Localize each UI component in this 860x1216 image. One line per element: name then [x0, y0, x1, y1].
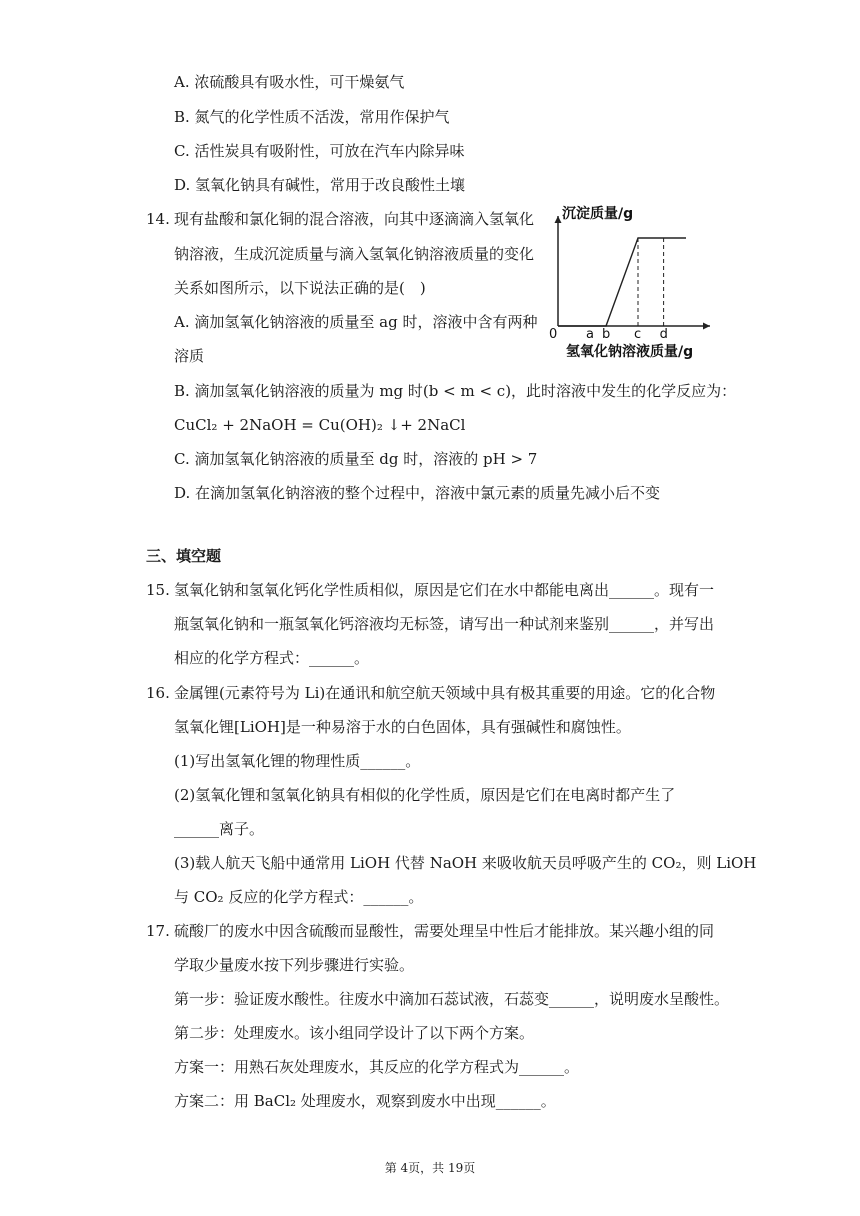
q17-line-2: 学取少量废水按下列步骤进行实验。 — [174, 956, 415, 974]
q14-stem-line-3: 关系如图所示，以下说法正确的是( ) — [174, 279, 426, 297]
q17-plan-2: 方案二：用 BaCl₂ 处理废水，观察到废水中出现______。 — [174, 1092, 556, 1110]
tick-label-a: a — [586, 327, 594, 342]
q17-number: 17. — [146, 922, 170, 940]
q13-option-b: B. 氮气的化学性质不活泼，常用作保护气 — [174, 108, 450, 126]
q17-step-1: 第一步：验证废水酸性。往废水中滴加石蕊试液，石蕊变______，说明废水呈酸性。 — [174, 990, 730, 1008]
q16-part-3-line-2: 与 CO₂ 反应的化学方程式：______。 — [174, 888, 424, 906]
q15-number: 15. — [146, 581, 170, 599]
x-axis-arrow — [703, 323, 710, 330]
q14-option-a-line-2: 溶质 — [174, 347, 205, 365]
precipitate-chart — [548, 202, 718, 362]
page-footer: 第 4页，共 19页 — [384, 1161, 476, 1175]
q16-part-2-line-1: (2)氢氧化锂和氢氧化钠具有相似的化学性质，原因是它们在电离时都产生了 — [174, 786, 676, 804]
q16-line-2: 氢氧化锂[LiOH]是一种易溶于水的白色固体，具有强碱性和腐蚀性。 — [174, 718, 631, 736]
q15-line-1: 氢氧化钠和氢氧化钙化学性质相似，原因是它们在水中都能电离出______。现有一 — [174, 581, 715, 599]
q14-stem-line-2: 钠溶液，生成沉淀质量与滴入氢氧化钠溶液质量的变化 — [174, 245, 535, 263]
q14-number: 14. — [146, 210, 170, 228]
q14-option-b-equation: CuCl₂ + 2NaOH = Cu(OH)₂ ↓+ 2NaCl — [174, 416, 466, 434]
tick-label-c: c — [634, 327, 642, 342]
y-axis-arrow — [555, 216, 562, 223]
q16-part-2-line-2: ______离子。 — [174, 820, 265, 838]
q14-option-c: C. 滴加氢氧化钠溶液的质量至 dg 时，溶液的 pH > 7 — [174, 450, 538, 468]
x-axis-label: 氢氧化钠溶液质量/g — [566, 344, 694, 360]
q16-part-1: (1)写出氢氧化锂的物理性质______。 — [174, 752, 421, 770]
q17-line-1: 硫酸厂的废水中因含硫酸而显酸性，需要处理呈中性后才能排放。某兴趣小组的同 — [174, 922, 715, 940]
tick-label-b: b — [602, 327, 611, 342]
origin-label: 0 — [549, 327, 558, 342]
q14-option-b-line-1: B. 滴加氢氧化钠溶液的质量为 mg 时(b < m < c)，此时溶液中发生的化学反应为： — [174, 382, 737, 400]
q15-line-3: 相应的化学方程式：______。 — [174, 649, 370, 667]
q16-part-3-line-1: (3)载人航天飞船中通常用 LiOH 代替 NaOH 来吸收航天员呼吸产生的 CO₂，则 LiOH — [174, 854, 757, 872]
q17-plan-1: 方案一：用熟石灰处理废水，其反应的化学方程式为______。 — [174, 1058, 580, 1076]
precipitate-series-line — [558, 238, 686, 326]
q13-option-a: A. 浓硫酸具有吸水性，可干燥氨气 — [174, 73, 405, 91]
section-title: 三、填空题 — [146, 547, 222, 565]
q17-step-2: 第二步：处理废水。该小组同学设计了以下两个方案。 — [174, 1024, 535, 1042]
q14-option-d: D. 在滴加氢氧化钠溶液的整个过程中，溶液中氯元素的质量先减小后不变 — [174, 484, 661, 502]
q14-option-a-line-1: A. 滴加氢氧化钠溶液的质量至 ag 时，溶液中含有两种 — [174, 313, 538, 331]
q16-line-1: 金属锂(元素符号为 Li)在通讯和航空航天领域中具有极其重要的用途。它的化合物 — [174, 684, 716, 702]
q15-line-2: 瓶氢氧化钠和一瓶氢氧化钙溶液均无标签，请写出一种试剂来鉴别______，并写出 — [174, 615, 715, 633]
y-axis-label: 沉淀质量/g — [562, 206, 634, 222]
q13-option-c: C. 活性炭具有吸附性，可放在汽车内除异味 — [174, 142, 465, 160]
tick-label-d: d — [659, 327, 668, 342]
q14-stem-line-1: 现有盐酸和氯化铜的混合溶液，向其中逐滴滴入氢氧化 — [174, 210, 535, 228]
q13-option-d: D. 氢氧化钠具有碱性，常用于改良酸性土壤 — [174, 176, 466, 194]
q16-number: 16. — [146, 684, 170, 702]
